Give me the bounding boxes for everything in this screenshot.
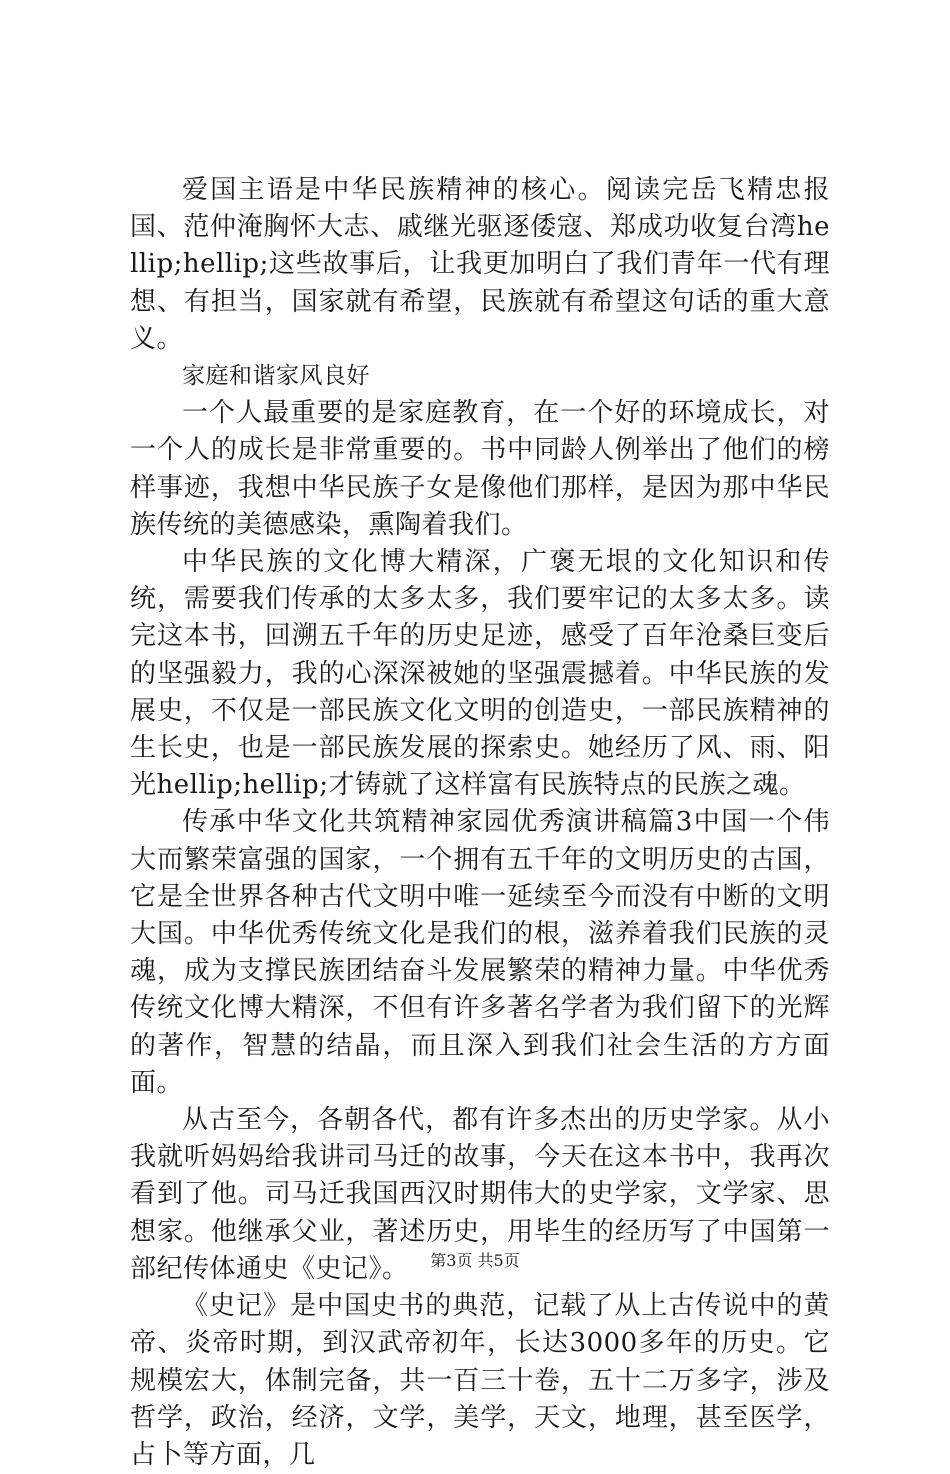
paragraph-speech-part3: 传承中华文化共筑精神家园优秀演讲稿篇3中国一个伟大而繁荣富强的国家，一个拥有五千年的文明历史的古国，它是全世界各种古代文明中唯一延续至今而没有中断的文明大国。中华优秀传统文化是我们的根，滋养着我们民族的灵魂，成为支撑民族团结奋斗发展繁荣的精神力量。中华优秀传统文化博大精深，不但有许多著名学者为我们留下的光辉的著作，智慧的结晶，而且深入到我们社会生活的方方面面。 [130, 807, 830, 1098]
document-body [130, 172, 830, 1474]
paragraph-sima-qian: 从古至今，各朝各代，都有许多杰出的历史学家。从小我就听妈妈给我讲司马迁的故事，今天在这本书中，我再次看到了他。司马迁我国西汉时期伟大的史学家，文学家、思想家。他继承父业，著述历史，用毕生的经历写了中国第一部纪传体通史《史记》。 [130, 1105, 830, 1284]
section-heading-family: 家庭和谐家风良好 [182, 363, 370, 390]
paragraph-shiji: 《史记》是中国史书的典范，记载了从上古传说中的黄帝、炎帝时期，到汉武帝初年，长达3000多年的历史。它规模宏大，体制完备，共一百三十卷，五十二万多字，涉及哲学，政治，经济，文学，美学，天文，地理，甚至医学，占卜等方面，几 [130, 1291, 830, 1470]
page-number-footer: 第3页 共5页 [430, 1251, 520, 1270]
paragraph-chinese-culture: 中华民族的文化博大精深，广褒无垠的文化知识和传统，需要我们传承的太多太多，我们要牢记的太多太多。读完这本书，回溯五千年的历史足迹，感受了百年沧桑巨变后的坚强毅力，我的心深深被她的坚强震撼着。中华民族的发展史，不仅是一部民族文化文明的创造史，一部民族精神的生长史，也是一部民族发展的探索史。她经历了风、雨、阳光hellip;hellip;才铸就了这样富有民族特点的民族之魂。 [130, 547, 830, 801]
paragraph-patriotism: 爱国主语是中华民族精神的核心。阅读完岳飞精忠报国、范仲淹胸怀大志、戚继光驱逐倭寇、郑成功收复台湾hellip;hellip;这些故事后，让我更加明白了我们青年一代有理想、有担当，国家就有希望，民族就有希望这句话的重大意义。 [130, 175, 830, 354]
paragraph-family-education: 一个人最重要的是家庭教育，在一个好的环境成长，对一个人的成长是非常重要的。书中同龄人例举出了他们的榜样事迹，我想中华民族子女是像他们那样，是因为那中华民族传统的美德感染，熏陶着我们。 [130, 398, 830, 540]
